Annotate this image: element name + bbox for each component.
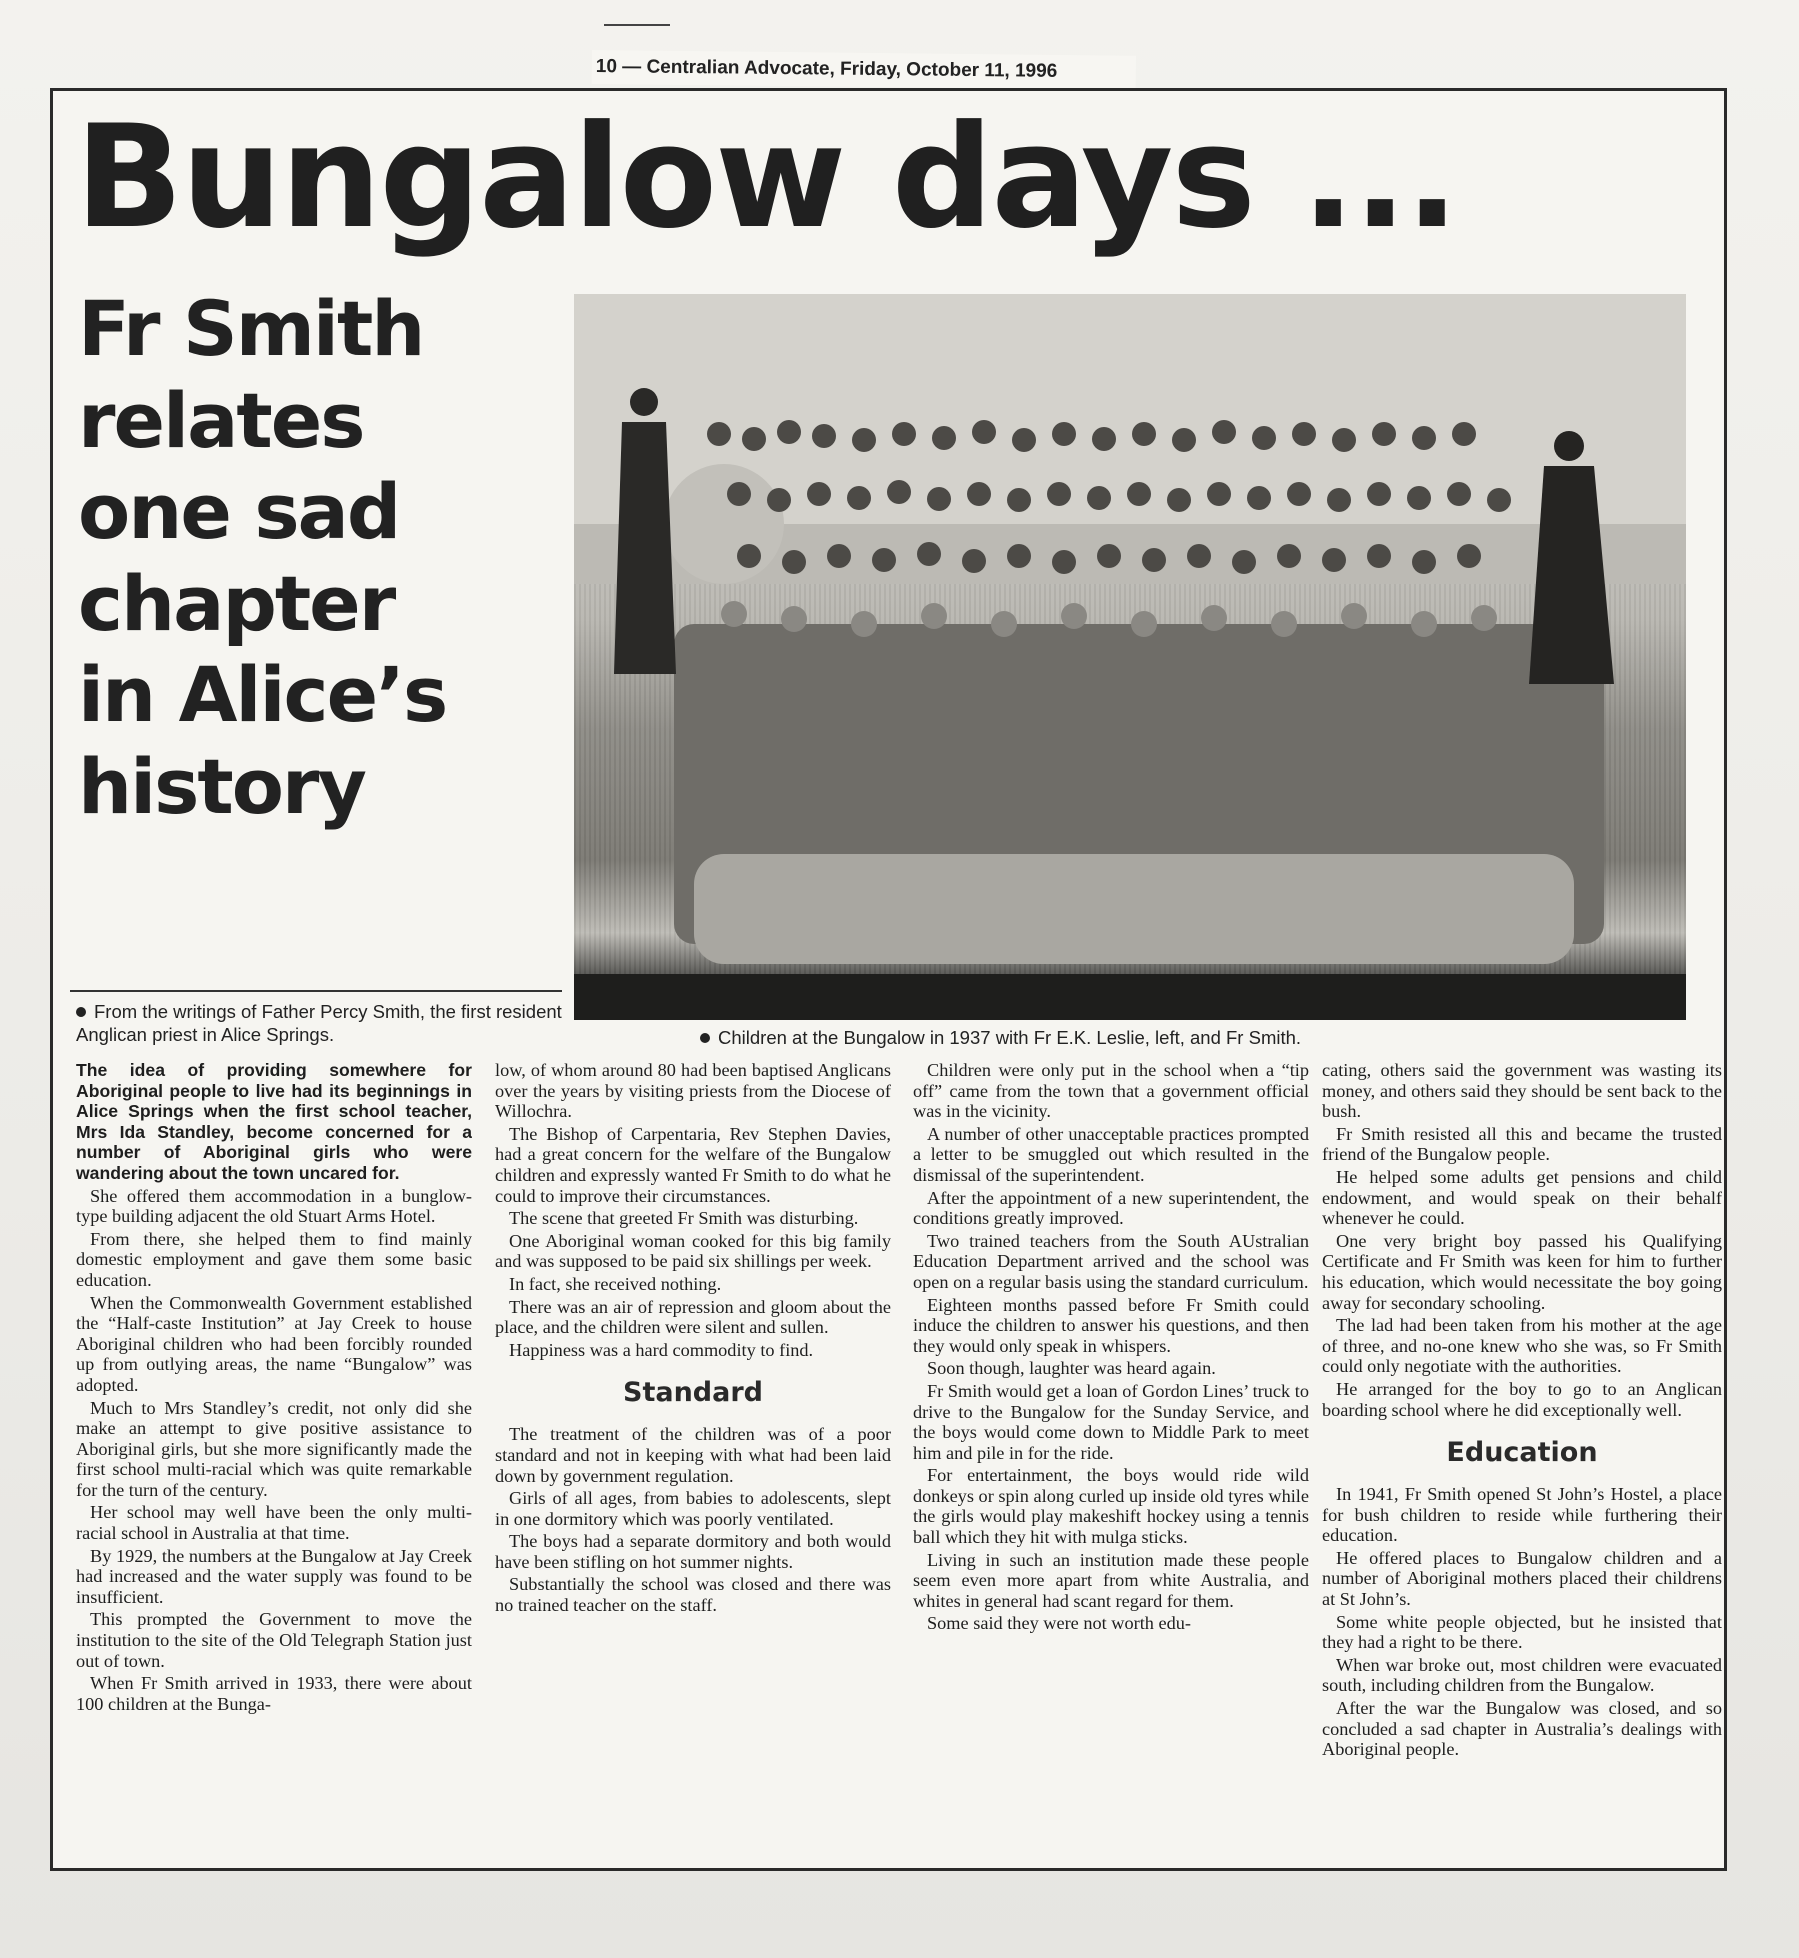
paragraph: Soon though, laughter was heard again. xyxy=(927,1358,1216,1379)
paragraph: Two trained teachers from the South AUstralian Education Department arrived and the school was open on a regular basis using the standard curriculum. xyxy=(913,1230,1309,1292)
paragraph: low, of whom around 80 had been baptised Anglicans over the years by visiting priests from the Diocese of Willochra. xyxy=(495,1060,891,1122)
paragraph: From there, she helped them to find mainly domestic employment and gave them some basic education. xyxy=(76,1228,472,1290)
byline-text: From the writings of Father Percy Smith, the first resident Anglican priest in Alice Springs. xyxy=(76,1001,562,1045)
paragraph: Much to Mrs Standley’s credit, not only did she make an attempt to give positive assistance to Aboriginal girls, but she more significantly made the first school multi-racial which was quite remarkable for the turn of the century. xyxy=(76,1397,472,1500)
paragraph: This prompted the Government to move the institution to the site of the Old Telegraph Station just out of town. xyxy=(76,1609,472,1671)
bullet-icon xyxy=(76,1007,86,1017)
paragraph: For entertainment, the boys would ride wild donkeys or spin along curled up inside old tyres while the girls would play makeshift hockey using a tennis ball which they hit with mulga sticks. xyxy=(913,1465,1309,1548)
paragraph: He helped some adults get pensions and child endowment, and would speak on their behalf whenever he could. xyxy=(1322,1166,1722,1229)
subhead-line: history xyxy=(78,741,365,831)
paragraph: After the appointment of a new superintendent, the conditions greatly improved. xyxy=(913,1187,1309,1229)
article-column-2 xyxy=(495,1060,891,1860)
paragraph: There was an air of repression and gloom about the place, and the children were silent and sullen. xyxy=(495,1296,891,1338)
paragraph: He arranged for the boy to go to an Anglican boarding school where he did exceptionally well. xyxy=(1322,1378,1722,1420)
photo-caption xyxy=(700,1026,1660,1050)
paragraph: The Bishop of Carpentaria, Rev Stephen Davies, had a great concern for the welfare of the Bungalow children and expressly wanted Fr Smith to do what he could to improve their circumstances. xyxy=(495,1123,891,1206)
lead-paragraph: The idea of providing somewhere for Aboriginal people to live had its beginnings in Alice Springs when the first school teacher, Mrs Ida Standley, become concerned for a number of Aboriginal girls who were wandering about the town uncared for. xyxy=(76,1060,472,1183)
paragraph: In 1941, Fr Smith opened St John’s Hostel, a place for bush children to reside while furthering their education. xyxy=(1322,1484,1722,1546)
paragraph: Some said they were not worth edu- xyxy=(927,1613,1191,1634)
paragraph: The boys had a separate dormitory and both would have been stifling on hot summer nights. xyxy=(495,1531,891,1572)
subhead-line: relates xyxy=(78,375,364,465)
paragraph: The treatment of the children was of a poor standard and not in keeping with what had been laid down by government regulation. xyxy=(495,1424,891,1486)
subheadline xyxy=(78,283,578,832)
paragraph: Substantially the school was closed and there was no trained teacher on the staff. xyxy=(495,1574,891,1616)
subhead-line: Fr Smith xyxy=(78,284,424,373)
paragraph: Fr Smith resisted all this and became the trusted friend of the Bungalow people. xyxy=(1322,1123,1722,1165)
byline-rule xyxy=(70,990,562,992)
photo-illustration xyxy=(574,294,1686,1020)
paragraph: Some white people objected, but he insisted that they had a right to be there. xyxy=(1322,1611,1722,1653)
paragraph: One Aboriginal woman cooked for this big family and was supposed to be paid six shillings per week. xyxy=(495,1230,891,1272)
paragraph: The scene that greeted Fr Smith was disturbing. xyxy=(509,1208,859,1229)
paragraph: She offered them accommodation in a bunglow-type building adjacent the old Stuart Arms Hotel. xyxy=(76,1185,472,1227)
paragraph: Eighteen months passed before Fr Smith could induce the children to answer his questions, and then they would only speak in whispers. xyxy=(913,1294,1309,1356)
paragraph: The lad had been taken from his mother at the age of three, and no-one knew who she was, so Fr Smith could only negotiate with the authorities. xyxy=(1322,1315,1722,1377)
paragraph: A number of other unacceptable practices prompted a letter to be smuggled out which resulted in the dismissal of the superintendent. xyxy=(913,1123,1309,1185)
paragraph: Happiness was a hard commodity to find. xyxy=(509,1339,814,1360)
top-rule xyxy=(604,24,670,26)
subhead-line: one sad xyxy=(78,467,400,556)
paragraph: Children were only put in the school when a “tip off” came from the town that a government official was in the vicinity. xyxy=(913,1060,1309,1122)
paragraph: After the war the Bungalow was closed, and so concluded a sad chapter in Australia’s dealings with Aboriginal people. xyxy=(1322,1698,1722,1760)
paragraph: One very bright boy passed his Qualifying Certificate and Fr Smith was keen for him to further his education, which would necessitate the boy going away for secondary schooling. xyxy=(1322,1230,1722,1313)
section-heading-standard: Standard xyxy=(623,1377,763,1409)
article-column-4 xyxy=(1322,1060,1722,1860)
paragraph: Fr Smith would get a loan of Gordon Lines’ truck to drive to the Bungalow for the Sunday Service, and the boys would come down to Middle Park to meet him and pile in for the ride. xyxy=(913,1380,1309,1463)
paragraph: Living in such an institution made these people seem even more apart from white Australia, and whites in general had scant regard for them. xyxy=(913,1549,1309,1611)
dateline: 10 — Centralian Advocate, Friday, October 11, 1996 xyxy=(592,50,1136,90)
article-column-3 xyxy=(913,1060,1309,1860)
paragraph: In fact, she received nothing. xyxy=(509,1273,722,1294)
caption-text: Children at the Bungalow in 1937 with Fr E.K. Leslie, left, and Fr Smith. xyxy=(718,1027,1302,1048)
byline xyxy=(76,1000,566,1046)
group-photo xyxy=(574,294,1686,1020)
section-heading-education: Education xyxy=(1446,1437,1598,1469)
paragraph: When the Commonwealth Government established the “Half-caste Institution” at Jay Creek to house Aboriginal children who had been forcibly rounded up from outlying areas, the name “Bungalow” was adopted. xyxy=(76,1292,472,1395)
paragraph: Her school may well have been the only multi-racial school in Australia at that time. xyxy=(76,1502,472,1544)
paragraph: Girls of all ages, from babies to adolescents, slept in one dormitory which was poorly ventilated. xyxy=(495,1488,891,1529)
headline: Bungalow days ... xyxy=(75,95,1458,260)
paragraph: When Fr Smith arrived in 1933, there were about 100 children at the Bunga- xyxy=(76,1673,472,1714)
subhead-line: chapter xyxy=(78,558,395,648)
subhead-line: in Alice’s xyxy=(78,650,447,739)
article-column-1 xyxy=(76,1060,472,1860)
paragraph: By 1929, the numbers at the Bungalow at Jay Creek had increased and the water supply was found to be insufficient. xyxy=(76,1545,472,1607)
paragraph: cating, others said the government was wasting its money, and others said they should be sent back to the bush. xyxy=(1322,1060,1722,1122)
paragraph: He offered places to Bungalow children and a number of Aboriginal mothers placed their childrens at St John’s. xyxy=(1322,1547,1722,1610)
paragraph: When war broke out, most children were evacuated south, including children from the Bungalow. xyxy=(1322,1654,1722,1696)
bullet-icon xyxy=(700,1033,710,1043)
